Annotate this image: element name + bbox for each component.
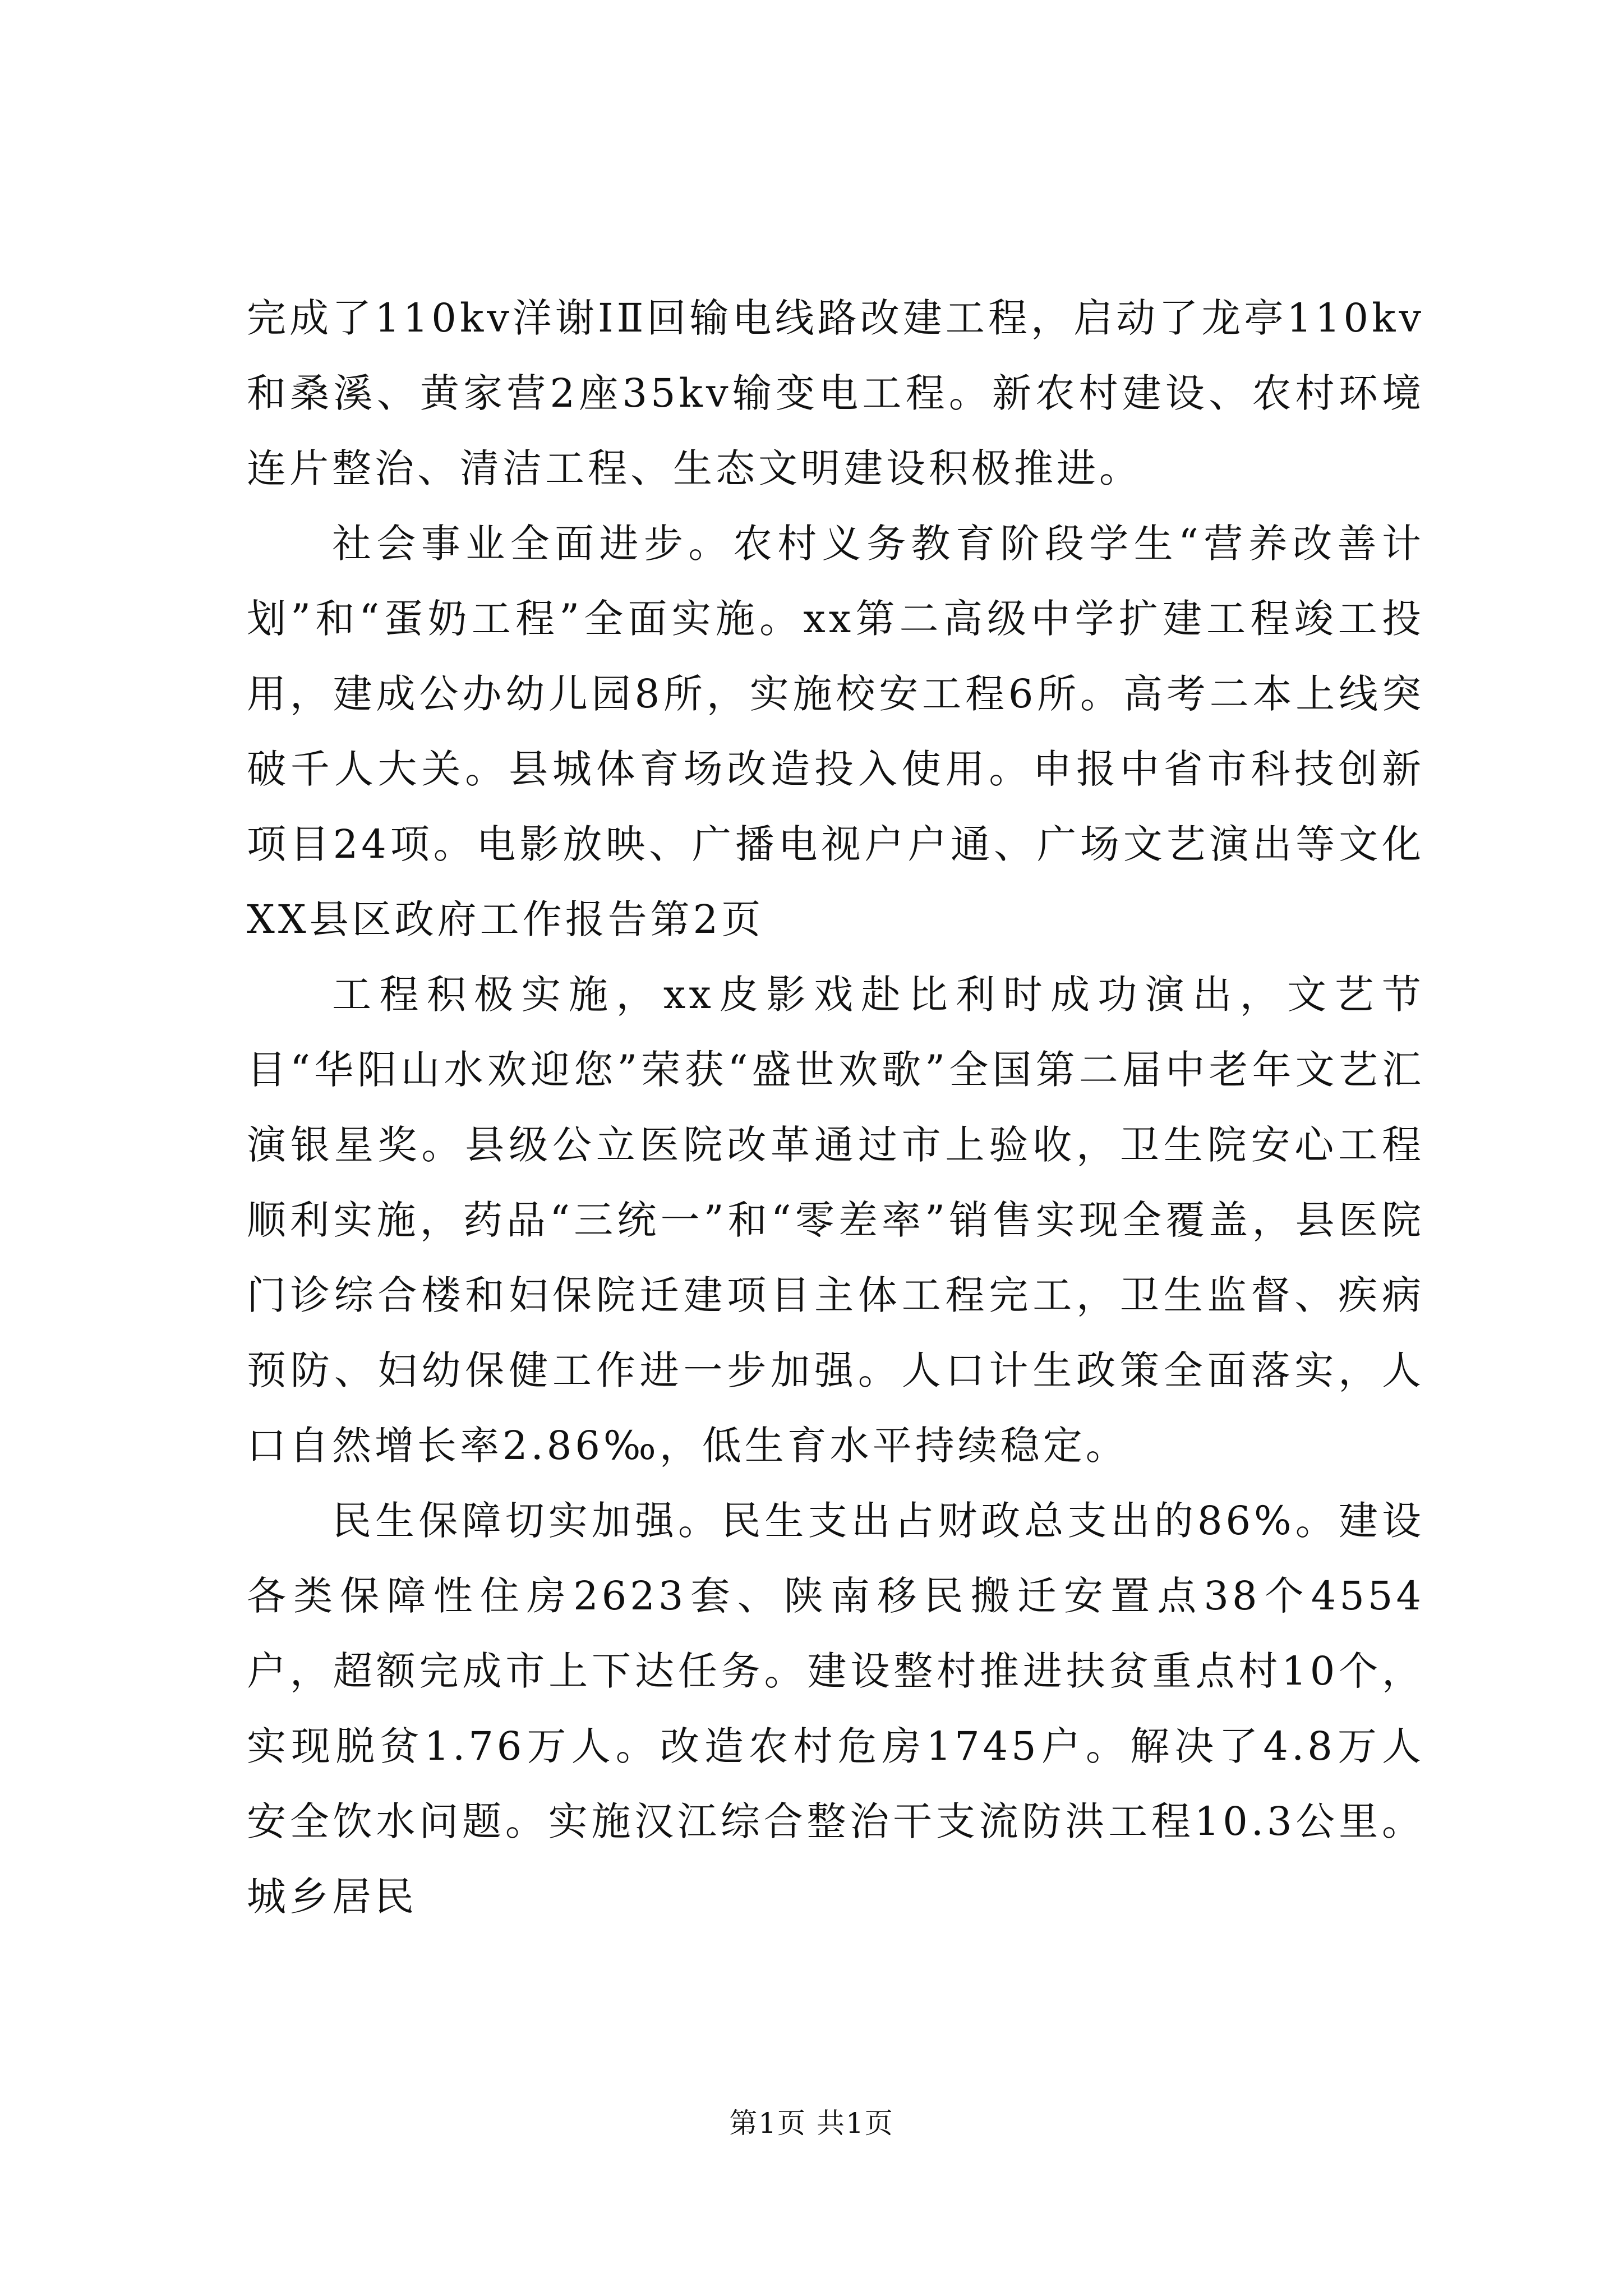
document-body	[247, 280, 1424, 1934]
paragraph-3: 工程积极实施，xx皮影戏赴比利时成功演出，文艺节目“华阳山水欢迎您”荣获“盛世欢歌”全国第二届中老年文艺汇演银星奖。县级公立医院改革通过市上验收，卫生院安心工程顺利实施，药品“三统一”和“零差率”销售实现全覆盖，县医院门诊综合楼和妇保院迁建项目主体工程完工，卫生监督、疾病预防、妇幼保健工作进一步加强。人口计生政策全面落实，人口自然增长率2.86‰，低生育水平持续稳定。	[247, 972, 1424, 1469]
paragraph-1: 完成了110kv洋谢ⅠⅡ回输电线路改建工程，启动了龙亭110kv和桑溪、黄家营2座35kv输变电工程。新农村建设、农村环境连片整治、清洁工程、生态文明建设积极推进。	[247, 295, 1424, 491]
paragraph-4: 民生保障切实加强。民生支出占财政总支出的86%。建设各类保障性住房2623套、陕南移民搬迁安置点38个4554户，超额完成市上下达任务。建设整村推进扶贫重点村10个，实现脱贫1.76万人。改造农村危房1745户。解决了4.8万人安全饮水问题。实施汉江综合整治干支流防洪工程10.3公里。城乡居民	[247, 1498, 1424, 1920]
paragraph-2: 社会事业全面进步。农村义务教育阶段学生“营养改善计划”和“蛋奶工程”全面实施。xx第二高级中学扩建工程竣工投用，建成公办幼儿园8所，实施校安工程6所。高考二本上线突破千人大关。县城体育场改造投入使用。申报中省市科技创新项目24项。电影放映、广播电视户户通、广场文艺演出等文化XX县区政府工作报告第2页	[247, 521, 1424, 942]
page-footer: 第1页 共1页	[729, 2107, 894, 2139]
